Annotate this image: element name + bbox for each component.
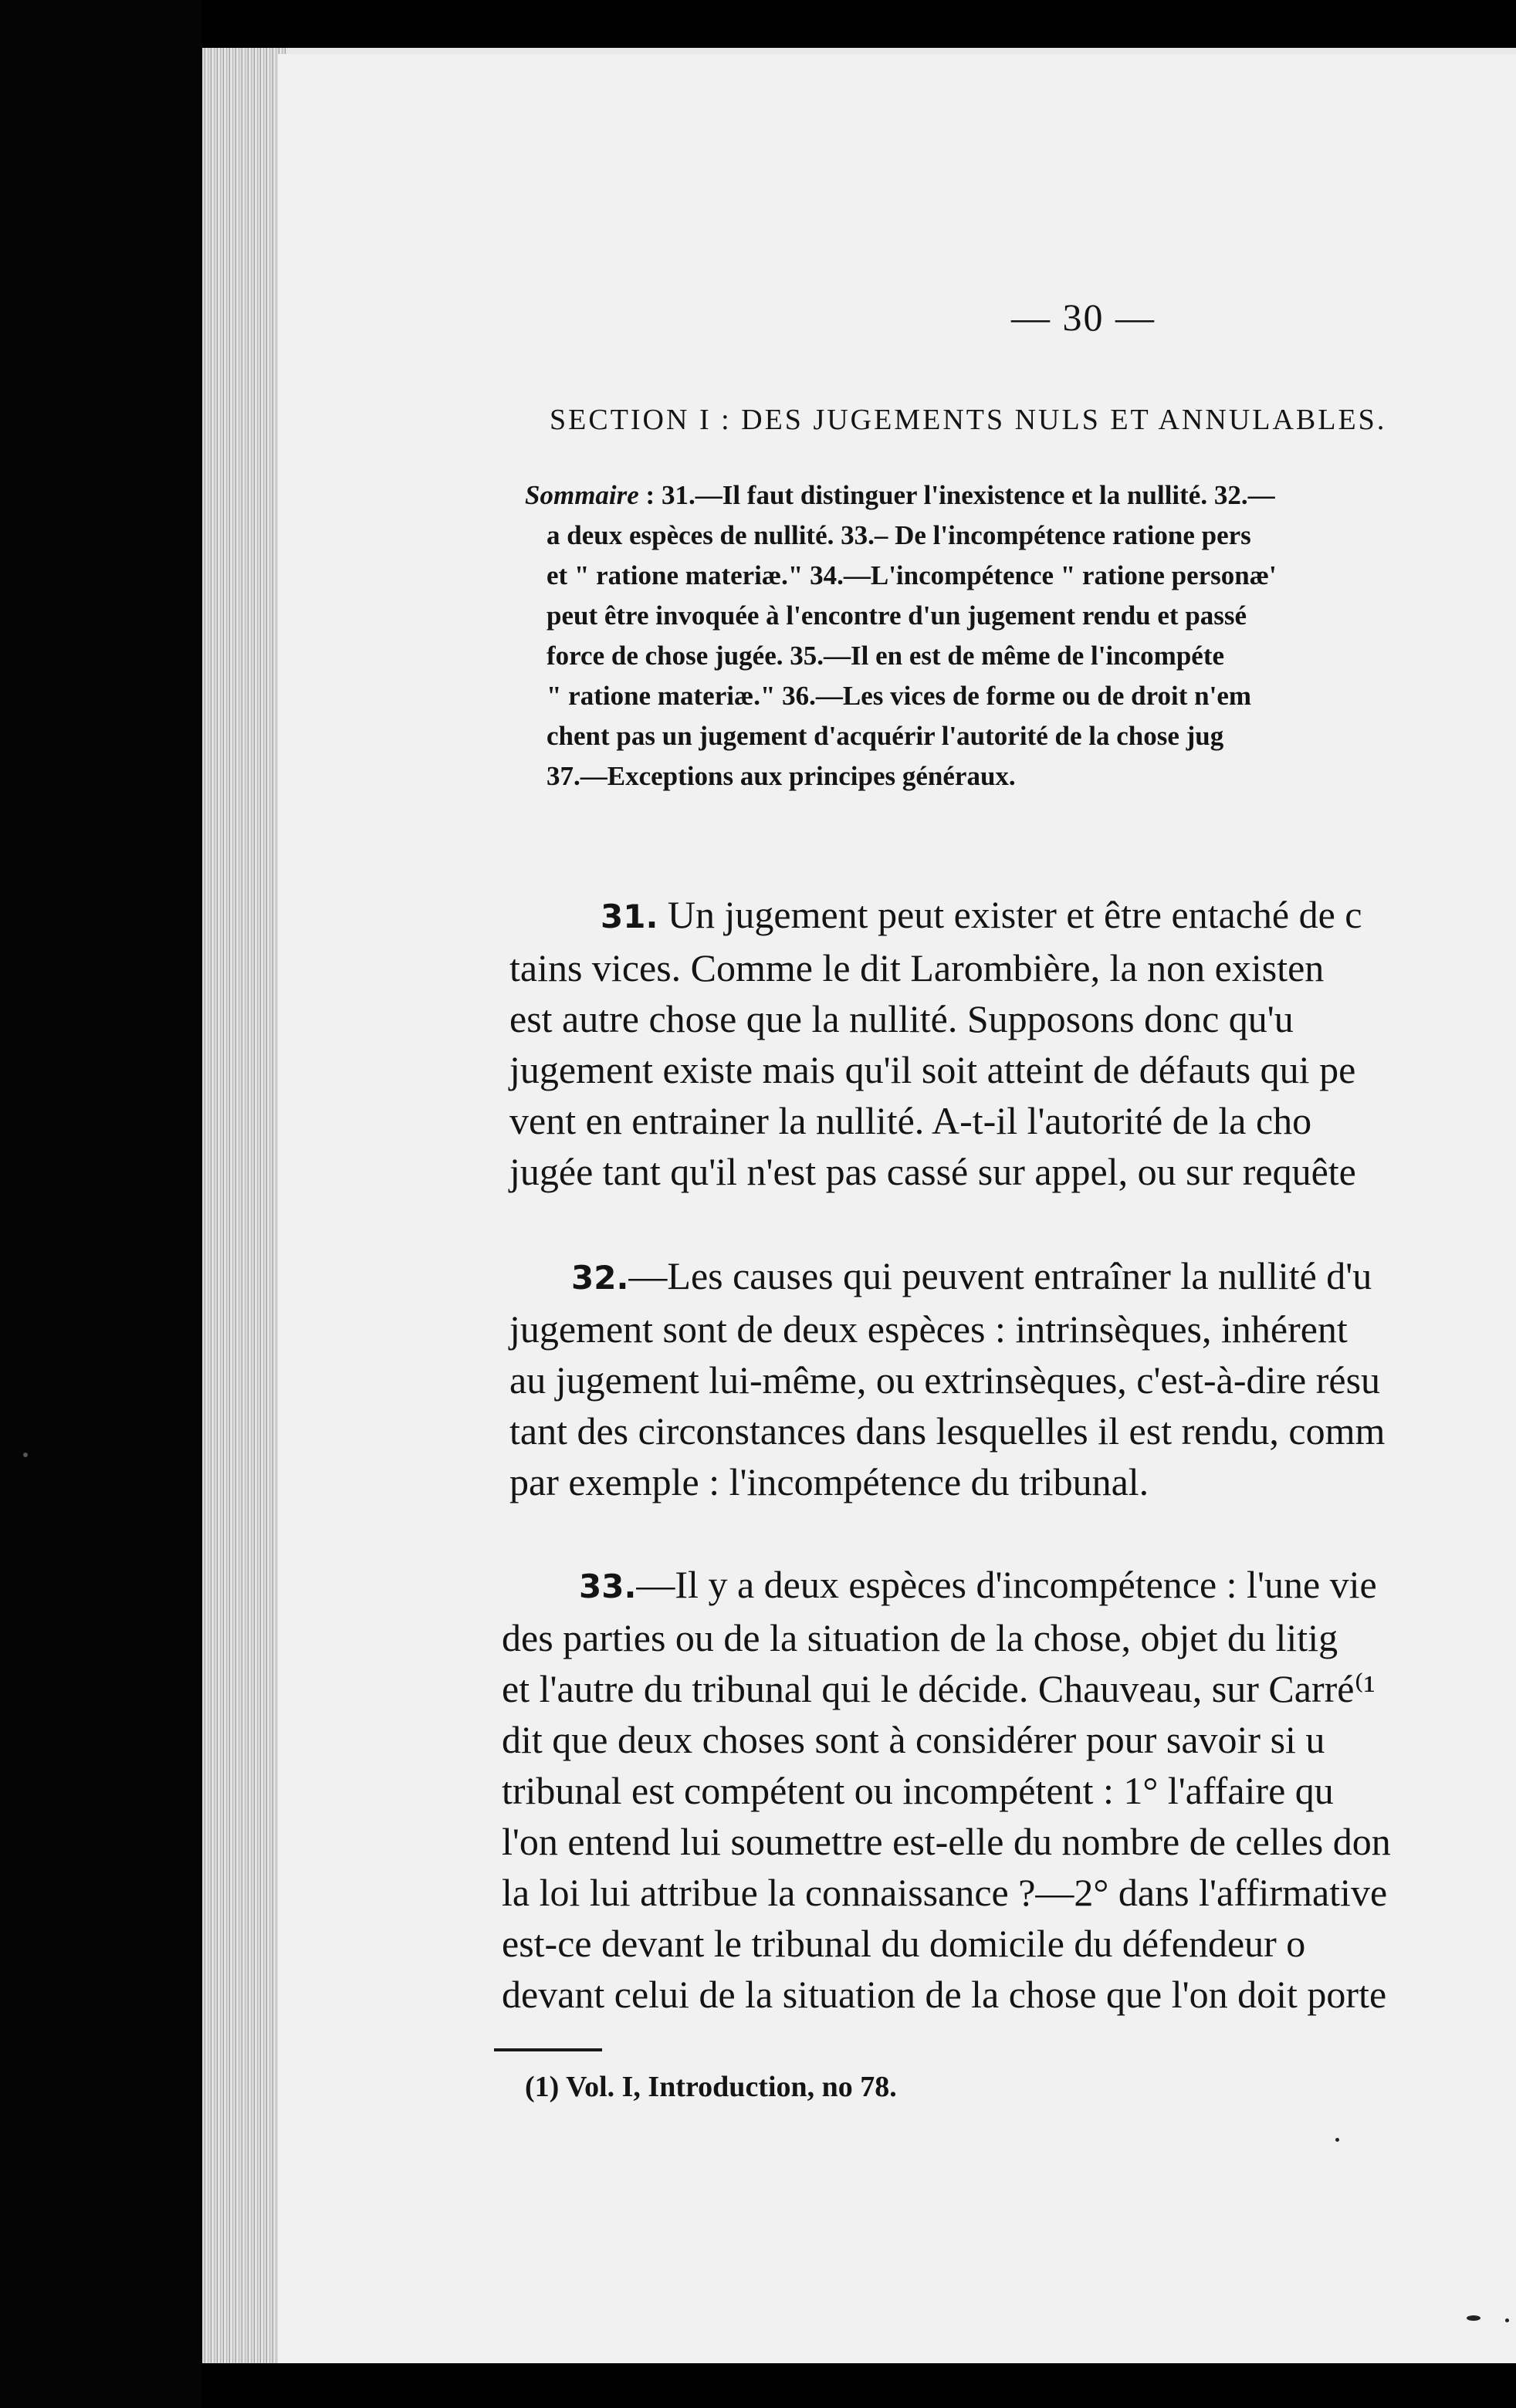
footnote-rule <box>494 2048 602 2051</box>
summary-line: peut être invoquée à l'encontre d'un jugement rendu et passé <box>547 600 1247 631</box>
book-page-block <box>202 48 1516 2363</box>
paragraph-line: 33.—Il y a deux espèces d'incompétence : l'une vie <box>579 1563 1377 1606</box>
footnote: (1) Vol. I, Introduction, no 78. <box>525 2071 897 2103</box>
paragraph-32 <box>509 1250 1385 1507</box>
page-number: — 30 — <box>1011 296 1156 339</box>
summary-line: Sommaire : 31.—Il faut distinguer l'inexistence et la nullité. 32.— <box>525 480 1275 510</box>
paragraph-line: tant des circonstances dans lesquelles il est rendu, comm <box>509 1409 1386 1453</box>
page-edges <box>202 48 287 2363</box>
section-title: SECTION I : DES JUGEMENTS NULS ET ANNULABLES. <box>550 404 1387 436</box>
summary-line: et " ratione materiæ." 34.—L'incompétence " ratione personæ' <box>547 560 1277 590</box>
summary-label: Sommaire <box>525 480 639 510</box>
paragraph-line: et l'autre du tribunal qui le décide. Chauveau, sur Carré⁽¹ <box>502 1667 1376 1710</box>
summary-line: " ratione materiæ." 36.—Les vices de forme ou de droit n'em <box>547 681 1252 711</box>
scan-speck <box>23 1453 28 1457</box>
paragraph-line: dit que deux choses sont à considérer pour savoir si u <box>502 1718 1325 1761</box>
paragraph-line: vent en entrainer la nullité. A-t-il l'autorité de la cho <box>509 1099 1312 1142</box>
paragraph-line: la loi lui attribue la connaissance ?—2° dans l'affirmative <box>502 1871 1388 1914</box>
paragraph-line: jugement existe mais qu'il soit atteint de défauts qui pe <box>509 1048 1356 1091</box>
scan-background <box>0 0 202 2408</box>
summary <box>525 475 1516 796</box>
summary-line: 37.—Exceptions aux principes généraux. <box>547 761 1016 791</box>
paragraph-line: est-ce devant le tribunal du domicile du défendeur o <box>502 1922 1306 1965</box>
scan-speck <box>1335 2138 1339 2142</box>
paragraph-line: tribunal est compétent ou incompétent : 1° l'affaire qu <box>502 1769 1334 1812</box>
paragraph-line: au jugement lui-même, ou extrinsèques, c'est-à-dire résu <box>509 1358 1381 1402</box>
summary-line: chent pas un jugement d'acquérir l'autorité de la chose jug <box>547 721 1224 751</box>
paragraph-31 <box>509 889 1362 1197</box>
paragraph-line: jugée tant qu'il n'est pas cassé sur appel, ou sur requête <box>509 1150 1356 1193</box>
scan-speck <box>1505 2318 1509 2322</box>
paragraph-line: 31. Un jugement peut exister et être entaché de c <box>601 893 1362 936</box>
summary-line: a deux espèces de nullité. 33.– De l'incompétence ratione pers <box>547 520 1251 550</box>
paragraph-number: 32. <box>571 1259 629 1297</box>
summary-line: force de chose jugée. 35.—Il en est de même de l'incompéte <box>547 641 1225 671</box>
paragraph-line: tains vices. Comme le dit Larombière, la non existen <box>509 946 1325 989</box>
paragraph-line: l'on entend lui soumettre est-elle du nombre de celles don <box>502 1820 1391 1863</box>
paragraph-line: jugement sont de deux espèces : intrinsèques, inhérent <box>509 1307 1348 1351</box>
page <box>278 54 1516 2363</box>
paragraph-line: est autre chose que la nullité. Supposons donc qu'u <box>509 997 1294 1040</box>
paragraph-number: 31. <box>601 898 658 935</box>
paragraph-33 <box>502 1559 1391 2020</box>
paragraph-line: 32.—Les causes qui peuvent entraîner la nullité d'u <box>571 1254 1372 1297</box>
paragraph-number: 33. <box>579 1568 637 1605</box>
paragraph-line: par exemple : l'incompétence du tribunal. <box>509 1460 1149 1503</box>
paragraph-line: devant celui de la situation de la chose que l'on doit porte <box>502 1973 1387 2016</box>
paragraph-line: des parties ou de la situation de la chose, objet du litig <box>502 1616 1338 1659</box>
scan-speck <box>1467 2315 1480 2321</box>
page-content <box>278 54 1516 2363</box>
